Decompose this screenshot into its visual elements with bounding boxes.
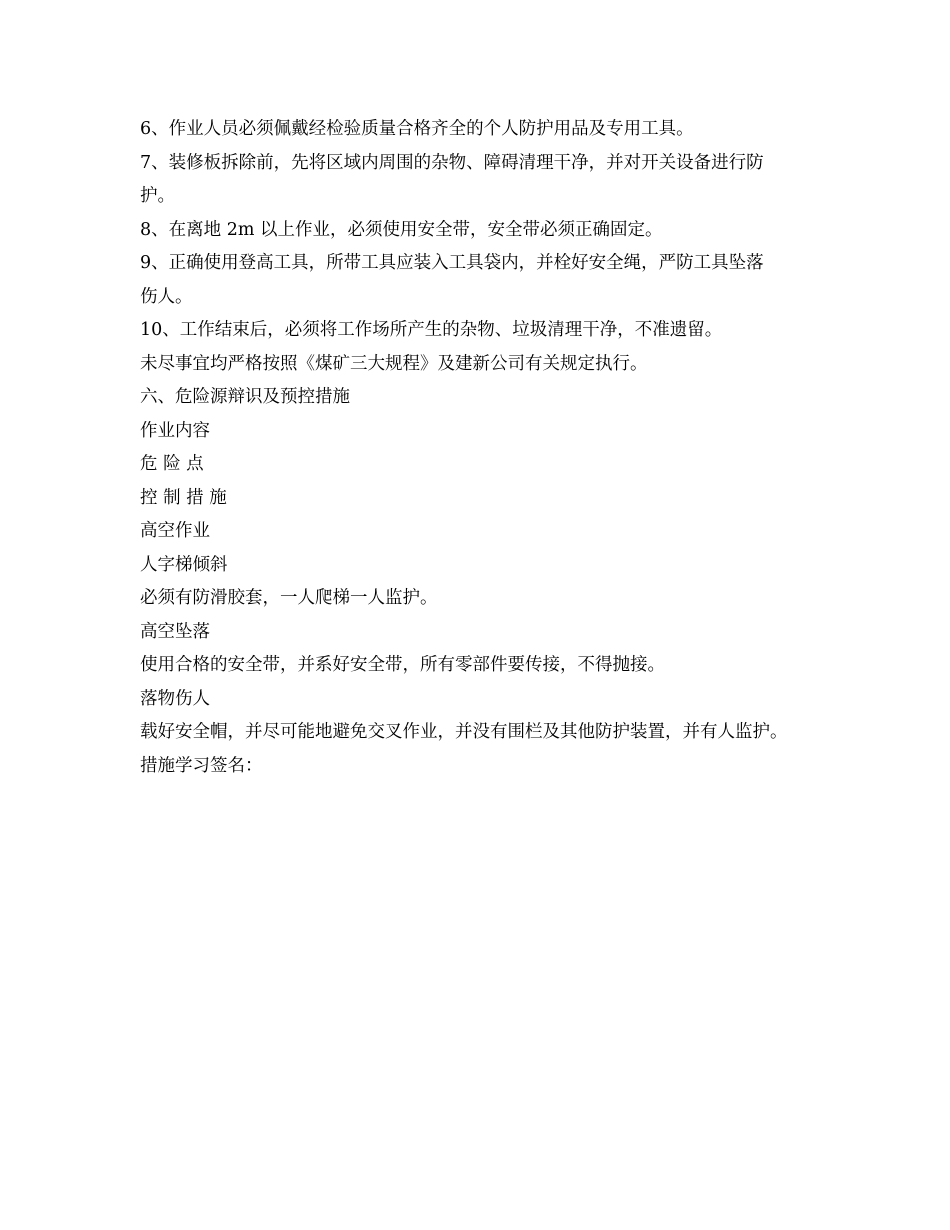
rule-item-10: 10、工作结束后，必须将工作场所产生的杂物、垃圾清理干净，不准遗留。 bbox=[140, 320, 723, 340]
rule-item-9-continued: 伤人。 bbox=[140, 286, 193, 307]
document-body bbox=[140, 113, 840, 783]
measure-fall-from-height: 使用合格的安全带，并系好安全带，所有零部件要传接，不得抛接。 bbox=[140, 655, 665, 675]
work-content-height-work: 高空作业 bbox=[140, 521, 210, 541]
rule-item-8: 8、在离地 2m 以上作业，必须使用安全带，安全带必须正确固定。 bbox=[140, 219, 663, 240]
rule-item-6: 6、作业人员必须佩戴经检验质量合格齐全的个人防护用品及专用工具。 bbox=[140, 119, 694, 139]
rule-item-9: 9、正确使用登高工具，所带工具应装入工具袋内，并栓好安全绳，严防工具坠落 bbox=[140, 253, 764, 273]
table-header-control-measures: 控 制 措 施 bbox=[140, 487, 227, 508]
measure-falling-objects: 载好安全帽，并尽可能地避免交叉作业，并没有围栏及其他防护装置，并有人监护。 bbox=[140, 722, 788, 742]
table-header-hazard-point: 危 险 点 bbox=[140, 454, 204, 474]
closing-note: 未尽事宜均严格按照《煤矿三大规程》及建新公司有关规定执行。 bbox=[140, 353, 648, 374]
signature-label: 措施学习签名： bbox=[140, 755, 263, 776]
hazard-fall-from-height: 高空坠落 bbox=[140, 621, 210, 642]
measure-ladder-tilt: 必须有防滑胶套，一人爬梯一人监护。 bbox=[140, 588, 438, 608]
hazard-falling-objects: 落物伤人 bbox=[140, 688, 210, 709]
rule-item-7: 7、装修板拆除前，先将区域内周围的杂物、障碍清理干净，并对开关设备进行防 bbox=[140, 152, 764, 173]
table-header-work-content: 作业内容 bbox=[140, 420, 210, 441]
section-heading-hazards: 六、危险源辩识及预控措施 bbox=[140, 387, 350, 407]
hazard-ladder-tilt: 人字梯倾斜 bbox=[140, 554, 228, 575]
rule-item-7-continued: 护。 bbox=[140, 186, 175, 206]
